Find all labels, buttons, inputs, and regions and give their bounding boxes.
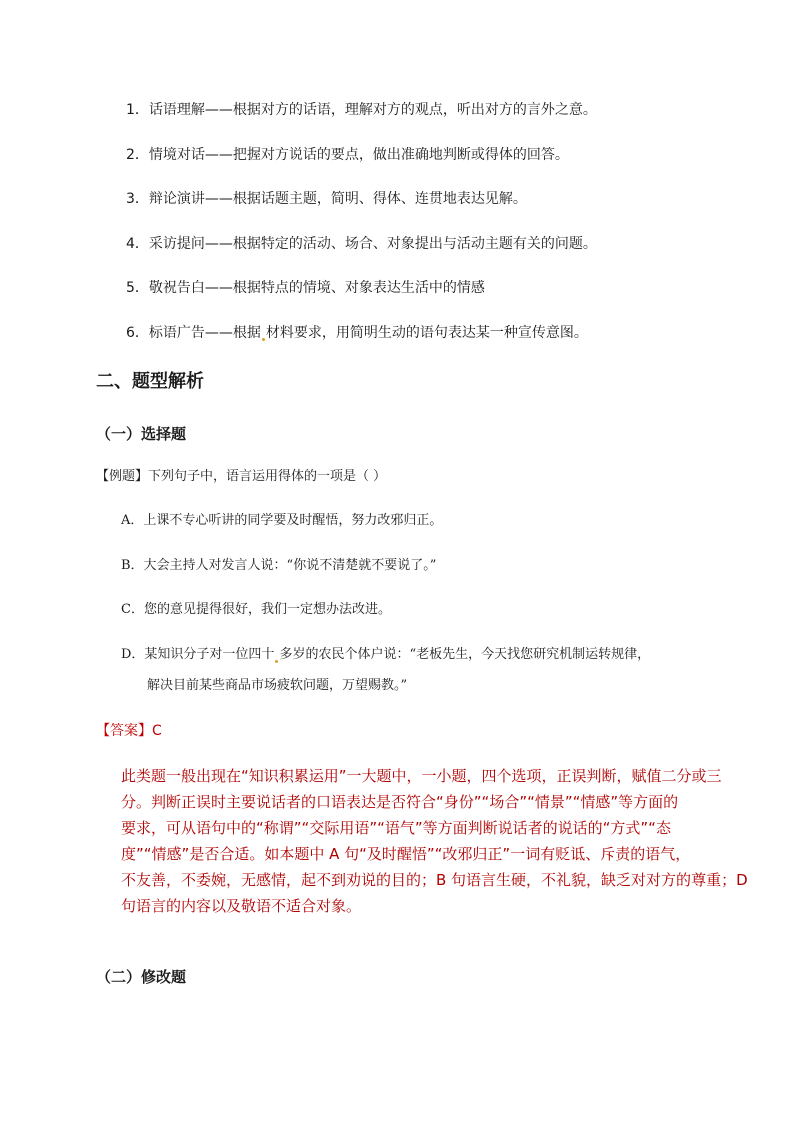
mark-dot xyxy=(262,338,265,341)
option-a: A．上课不专心听讲的同学要及时醒悟，努力改邪归正。 xyxy=(121,513,443,528)
example-question: 【例题】下列句子中，语言运用得体的一项是（ ） xyxy=(96,469,387,484)
analysis-line: 不友善，不委婉，无感情，起不到劝说的目的；B 句语言生硬，不礼貌，缺乏对对方的尊重；D xyxy=(121,871,748,889)
list-item-6 xyxy=(126,323,588,343)
subsection-title-revision: （二）修改题 xyxy=(96,968,187,986)
list-item-6-part1: 6．标语广告——根据 xyxy=(126,325,261,341)
list-item-5: 5．敬祝告白——根据特点的情境、对象表达生活中的情感 xyxy=(126,280,485,296)
option-d-line2: 解决目前某些商品市场疲软问题，万望赐教。” xyxy=(147,678,408,693)
subsection-title-choice: （一）选择题 xyxy=(96,425,187,443)
analysis-line: 此类题一般出现在“知识积累运用”一大题中，一小题，四个选项，正误判断，赋值二分或三 xyxy=(121,767,722,785)
analysis-line: 度”“情感”是否合适。如本题中 A 句“及时醒悟”“改邪归正”一词有贬诋、斥责的语气， xyxy=(121,845,691,863)
analysis-line: 分。判断正误时主要说话者的口语表达是否符合“身份”“场合”“情景”“情感”等方面的 xyxy=(121,793,679,811)
list-item-2: 2．情境对话——把握对方说话的要点，做出准确地判断或得体的回答。 xyxy=(126,147,569,163)
option-d xyxy=(121,645,650,665)
section-title: 二、题型解析 xyxy=(96,371,204,392)
mark-dot xyxy=(275,660,278,663)
answer-analysis xyxy=(121,763,748,919)
analysis-line: 要求，可从语句中的“称谓”“交际用语”“语气”等方面判断说话者的说话的“方式”“态 xyxy=(121,819,671,837)
list-item-1: 1．话语理解——根据对方的话语，理解对方的观点，听出对方的言外之意。 xyxy=(126,102,597,118)
option-c: C．您的意见提得很好，我们一定想办法改进。 xyxy=(121,602,391,617)
list-item-3: 3．辩论演讲——根据话题主题，简明、得体、连贯地表达见解。 xyxy=(126,191,527,207)
list-item-6-part2: 材料要求，用简明生动的语句表达某一种宣传意图。 xyxy=(265,325,588,341)
answer-label: 【答案】C xyxy=(96,723,162,739)
analysis-line: 句语言的内容以及敬语不适合对象。 xyxy=(121,897,362,915)
option-d-part1: D．某知识分子对一位四十 xyxy=(121,647,275,662)
list-item-4: 4．采访提问——根据特定的活动、场合、对象提出与活动主题有关的问题。 xyxy=(126,236,597,252)
option-b: B．大会主持人对发言人说：“你说不清楚就不要说了。” xyxy=(121,558,437,573)
option-d-part2: 多岁的农民个体户说：“老板先生，今天找您研究机制运转规律， xyxy=(279,647,651,662)
